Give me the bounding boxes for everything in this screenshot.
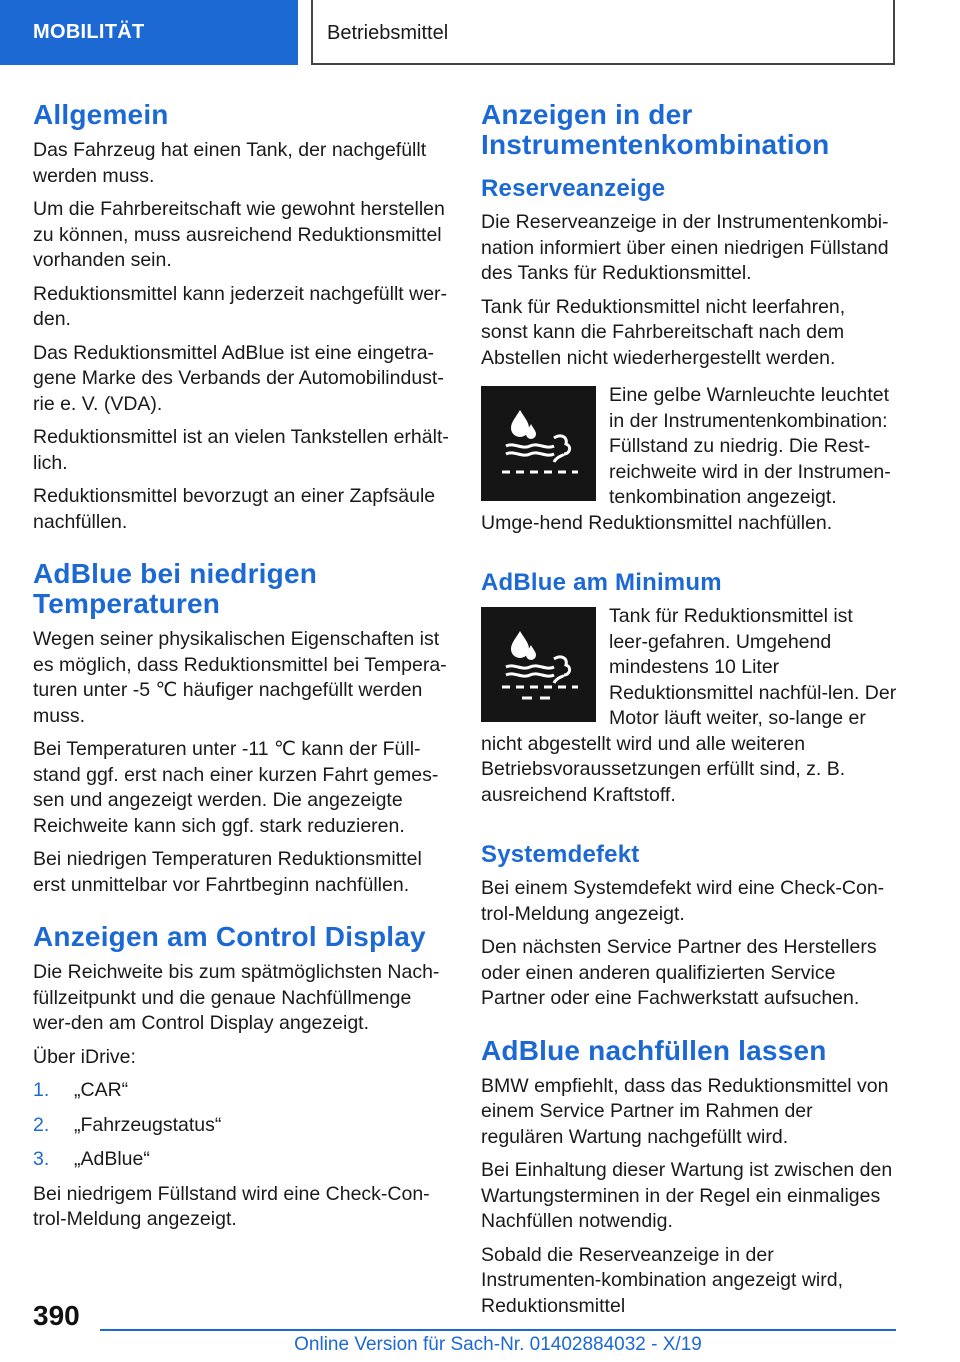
paragraph: Die Reichweite bis zum spätmöglichsten Nach-füllzeitpunkt und die genaue Nachfüllmenge wer-den am Control Display angezeigt.: [33, 961, 440, 1034]
heading-minimum: AdBlue am Minimum: [481, 569, 722, 596]
step-text: „Fahrzeugstatus“: [74, 1113, 222, 1136]
step-number: 3.: [33, 1148, 50, 1170]
section-control-display: [33, 922, 449, 1233]
header-section-tab: MOBILITÄT: [0, 0, 298, 65]
paragraph: Bei niedrigem Füllstand wird eine Check-Con-trol-Meldung angezeigt.: [33, 1182, 430, 1230]
adblue-minimum-warning-icon: [481, 607, 596, 722]
paragraph: Das Fahrzeug hat einen Tank, der nachgefüllt werden muss.: [33, 139, 427, 187]
paragraph: Wegen seiner physikalischen Eigenschaften ist es möglich, dass Reduktionsmittel bei Tempera-turen unter -5 ℃ häufiger nachgefüllt werden muss.: [33, 628, 447, 727]
paragraph: Bei niedrigen Temperaturen Reduktionsmittel erst unmittelbar vor Fahrtbeginn nachfüllen.: [33, 848, 422, 896]
list-item: [33, 1113, 449, 1139]
step-number: 1.: [33, 1079, 50, 1101]
list-item: [33, 1078, 449, 1104]
section-low-temperature: [33, 559, 449, 898]
paragraph: Reduktionsmittel bevorzugt an einer Zapfsäule nachfüllen.: [33, 485, 436, 533]
paragraph-minimum: Tank für Reduktionsmittel ist leer-gefahren. Umgehend mindestens 10 Liter Reduktionsmittel nachfül-len. Der Motor läuft weiter, so-lange er nicht abgestellt wird und alle weiteren Betriebsvoraussetzungen erfüllt sind, z. B. ausreichend Kraftstoff.: [481, 605, 897, 806]
heading-system-defect: Systemdefekt: [481, 841, 640, 868]
page-number: 390: [33, 1300, 80, 1331]
step-number: 2.: [33, 1113, 50, 1136]
step-text: „CAR“: [74, 1079, 129, 1101]
heading-instrument-cluster: Anzeigen in der Instrumentenkombination: [481, 99, 830, 160]
right-column: [481, 100, 897, 1343]
heading-general: Allgemein: [33, 99, 169, 130]
heading-reserve: Reserveanzeige: [481, 175, 666, 202]
paragraph-reserve-warning: Eine gelbe Warnleuchte leuchtet in der Instrumentenkombination: Füllstand zu niedrig. Die Rest-reichweite wird in der Instrumen-tenkombination angezeigt. Umge-hend Reduktionsmittel nachfüllen.: [481, 384, 891, 534]
minimum-warning-block: [481, 604, 897, 816]
paragraph: Das Reduktionsmittel AdBlue ist eine eingetra-gene Marke des Verbands der Automobilindust-rie e. V. (VDA).: [33, 341, 444, 415]
left-column: [33, 100, 449, 1257]
footer-divider: [100, 1329, 896, 1331]
paragraph: Bei einem Systemdefekt wird eine Check-Con-trol-Meldung angezeigt.: [481, 877, 885, 925]
idrive-steps-list: [33, 1078, 449, 1173]
paragraph: Um die Fahrbereitschaft wie gewohnt herstellen zu können, muss ausreichend Reduktionsmittel vorhanden sein.: [33, 198, 445, 271]
paragraph: Bei Einhaltung dieser Wartung ist zwischen den Wartungsterminen in der Regel ein einmaliges Nachfüllen notwendig.: [481, 1159, 893, 1232]
step-text: „AdBlue“: [74, 1148, 150, 1170]
paragraph: Reduktionsmittel kann jederzeit nachgefüllt wer-den.: [33, 282, 448, 330]
adblue-reserve-warning-icon: [481, 386, 596, 501]
paragraph: BMW empfiehlt, dass das Reduktionsmittel von einem Service Partner im Rahmen der regulären Wartung nachgefüllt wird.: [481, 1074, 889, 1148]
paragraph: Den nächsten Service Partner des Herstellers oder einen anderen qualifizierten Service Partner oder eine Fachwerkstatt aufsuchen.: [481, 936, 877, 1009]
section-general: [33, 100, 449, 535]
section-refill: [481, 1036, 897, 1320]
paragraph: Reduktionsmittel ist an vielen Tankstellen erhält-lich.: [33, 426, 449, 474]
heading-refill: AdBlue nachfüllen lassen: [481, 1034, 827, 1066]
paragraph: Die Reserveanzeige in der Instrumentenkombi-nation informiert über einen niedrigen Füllstand des Tanks für Reduktionsmittel.: [481, 211, 889, 284]
heading-control-display: Anzeigen am Control Display: [33, 921, 426, 952]
heading-low-temperature: AdBlue bei niedrigen Temperaturen: [33, 558, 318, 619]
footer-online-version: Online Version für Sach-Nr. 01402884032 - X/19: [294, 1334, 702, 1355]
paragraph: Sobald die Reserveanzeige in der Instrumenten-kombination angezeigt wird, Reduktionsmittel: [481, 1243, 844, 1317]
paragraph: Bei Temperaturen unter -11 ℃ kann der Füll-stand ggf. erst nach einer kurzen Fahrt gemes-sen und angezeigt werden. Die angezeigte Reichweite kann sich ggf. stark reduzieren.: [33, 738, 439, 837]
paragraph: Tank für Reduktionsmittel nicht leerfahren, sonst kann die Fahrbereitschaft nach dem Abstellen nicht wiederhergestellt werden.: [481, 295, 846, 369]
list-item: [33, 1147, 449, 1173]
reserve-warning-block: [481, 383, 897, 544]
header-chapter-title: Betriebsmittel: [311, 0, 895, 65]
paragraph-idrive: Über iDrive:: [33, 1045, 136, 1068]
section-instrument-cluster: [481, 100, 897, 1012]
